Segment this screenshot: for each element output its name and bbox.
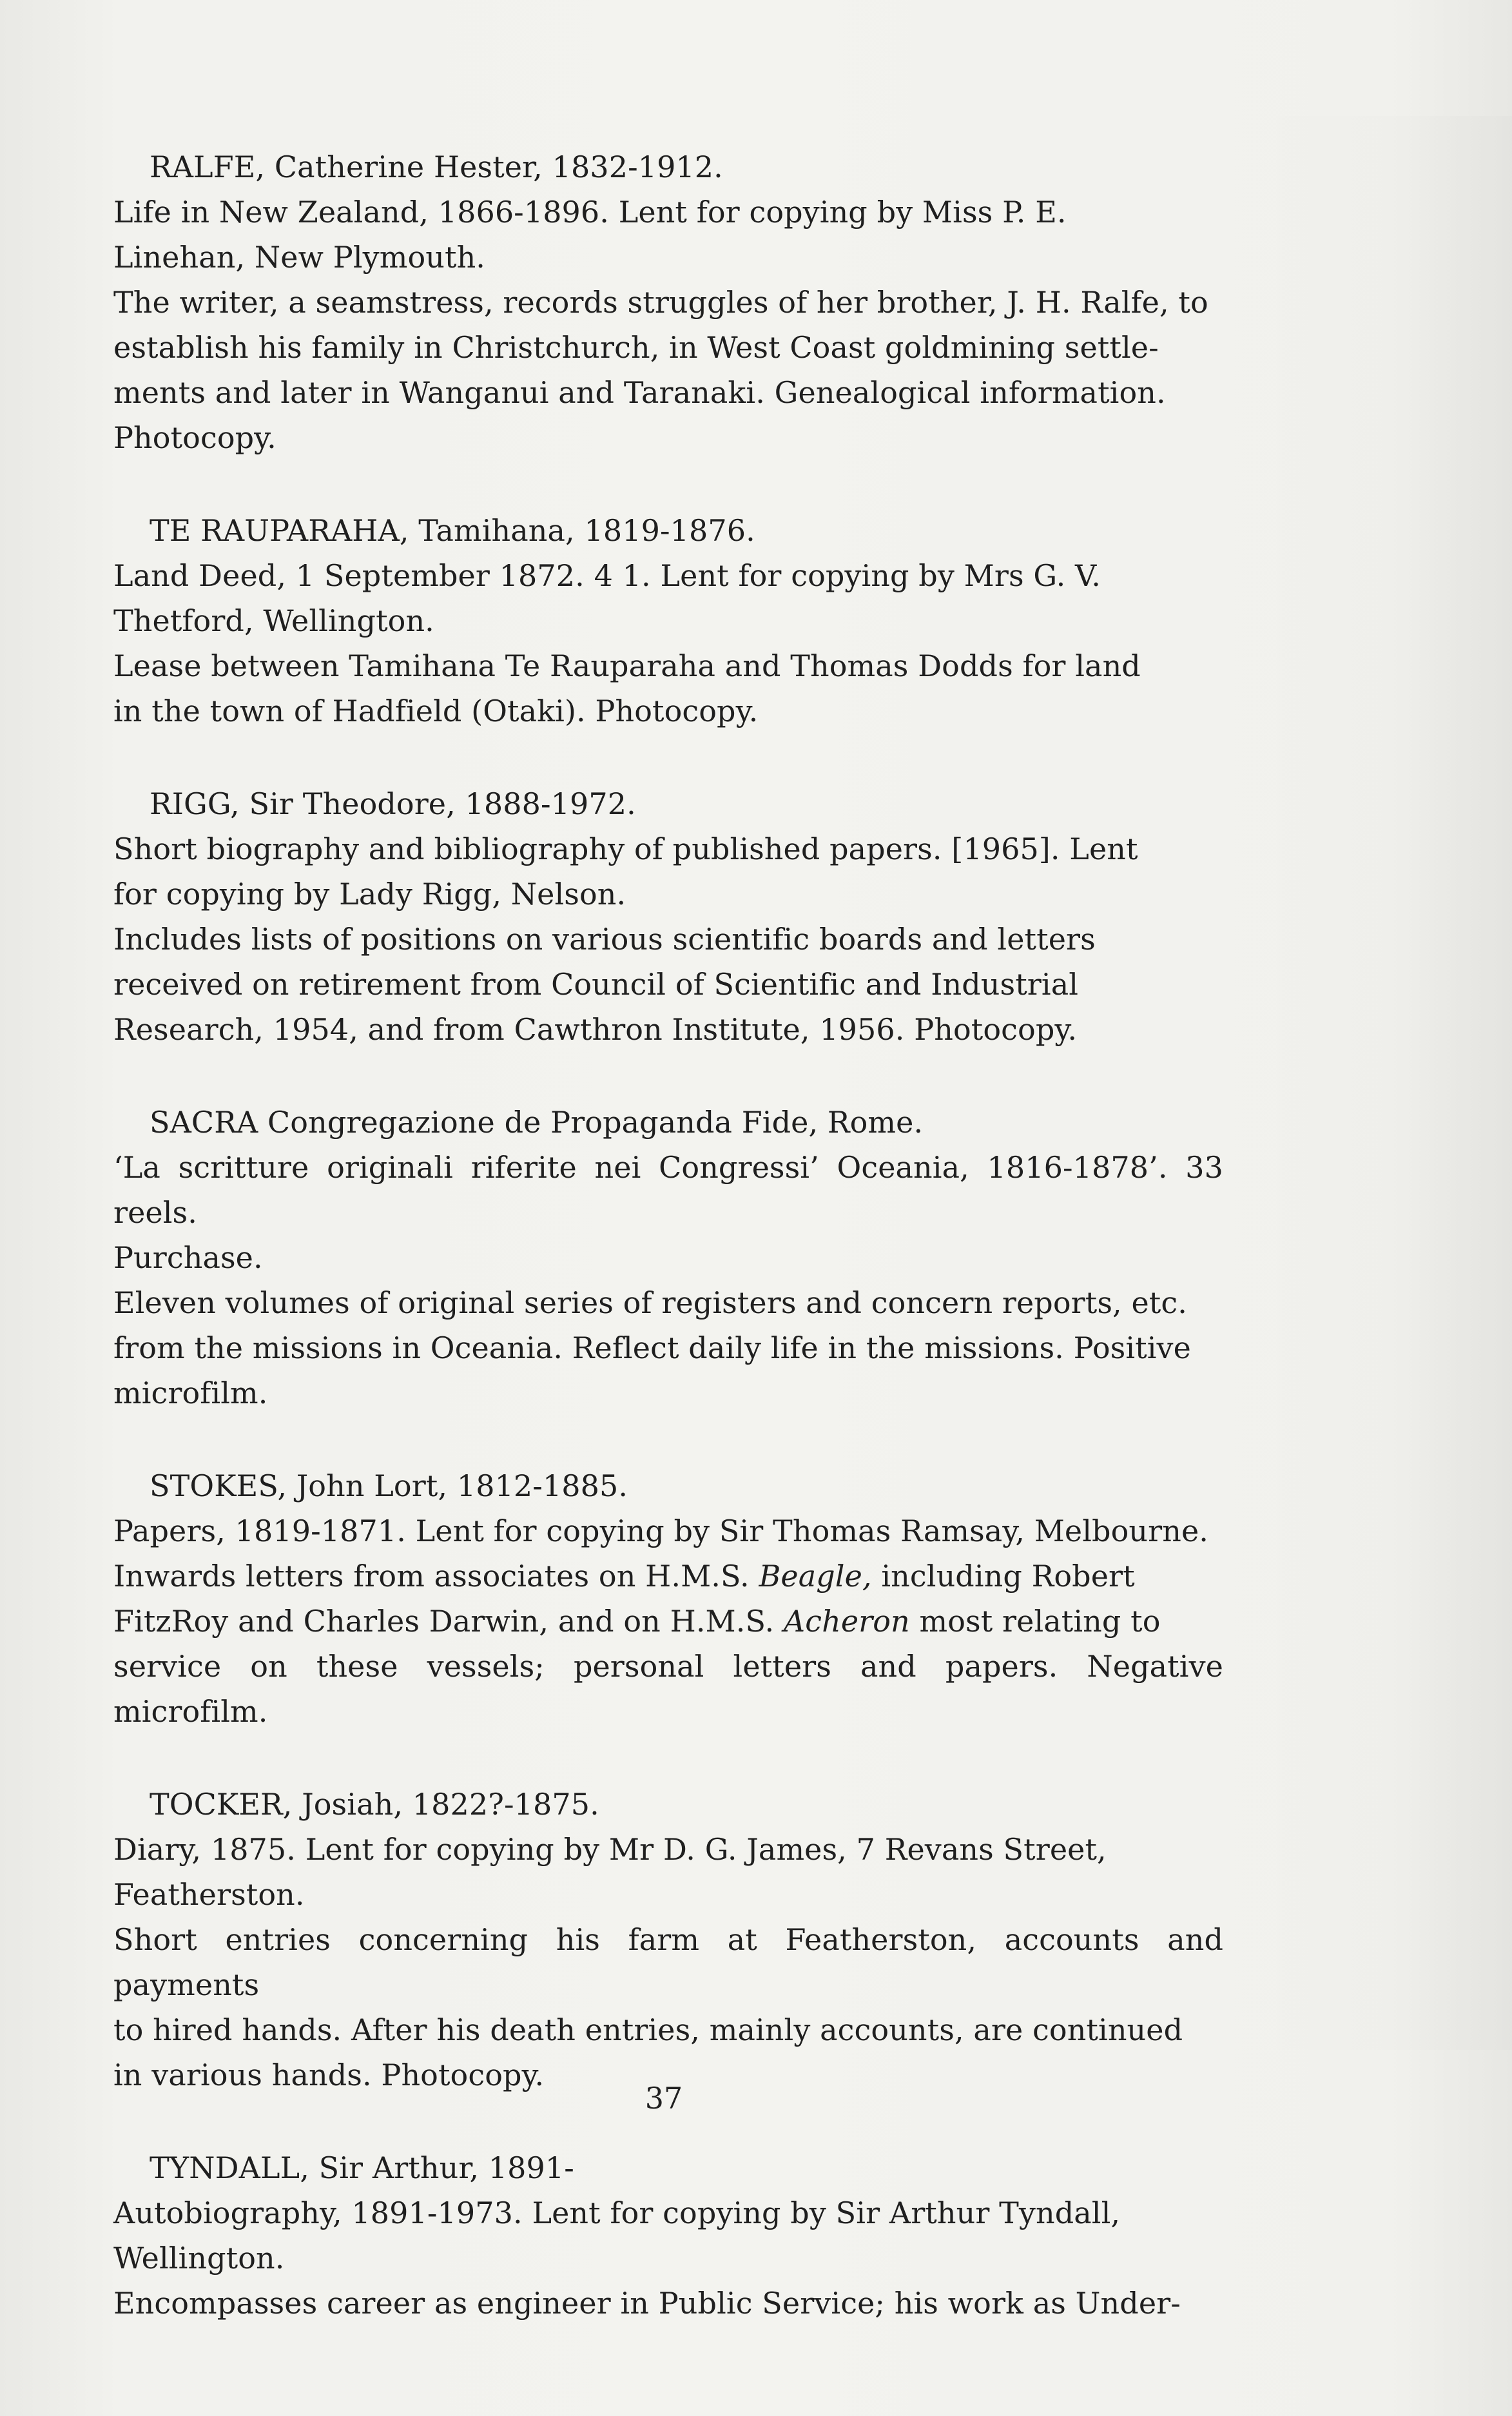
entry-text: Diary, 1875. Lent for copying by Mr D. G. James, 7 Revans Street, bbox=[113, 1832, 1107, 1867]
entry-description bbox=[113, 643, 1223, 734]
entry-text: ments and later in Wanganui and Taranaki. Genealogical information. bbox=[113, 375, 1166, 410]
entry-text-line bbox=[113, 1145, 1223, 1280]
entry-heading: TOCKER, Josiah, 1822?-1875. bbox=[150, 1787, 599, 1822]
entry-text: from the missions in Oceania. Reflect daily life in the missions. Positive bbox=[113, 1330, 1191, 1365]
page-number: 37 bbox=[645, 2081, 683, 2116]
entry-heading: TYNDALL, Sir Arthur, 1891- bbox=[150, 2150, 574, 2185]
entry-text: Short biography and bibliography of published papers. [1965]. Lent bbox=[113, 832, 1138, 866]
entry-text: in the town of Hadfield (Otaki). Photocopy. bbox=[113, 694, 759, 728]
entry-text: establish his family in Christchurch, in West Coast goldmining settle- bbox=[113, 330, 1159, 365]
catalogue-entry-sacra bbox=[113, 1100, 1223, 1416]
catalogue-entry-rigg bbox=[113, 781, 1223, 1052]
entry-text: Life in New Zealand, 1866-1896. Lent for copying by Miss P. E. bbox=[113, 195, 1067, 229]
entry-text: The writer, a seamstress, records struggles of her brother, J. H. Ralfe, to bbox=[113, 285, 1208, 320]
entry-text: Photocopy. bbox=[113, 420, 276, 455]
catalogue-entry-tocker bbox=[113, 1782, 1223, 2098]
entry-text: FitzRoy and Charles Darwin, and on H.M.S. bbox=[113, 1604, 775, 1639]
entry-description bbox=[113, 2281, 1223, 2326]
entry-text-line bbox=[113, 2190, 1223, 2281]
entry-description bbox=[113, 1917, 1223, 2098]
entry-text: including Robert bbox=[881, 1559, 1135, 1593]
entry-text-line bbox=[113, 1508, 1223, 1554]
entry-text: Research, 1954, and from Cawthron Institute, 1956. Photocopy. bbox=[113, 1012, 1078, 1047]
catalogue-entry-stokes bbox=[113, 1463, 1223, 1734]
entry-text: Lease between Tamihana Te Rauparaha and Thomas Dodds for land bbox=[113, 648, 1141, 683]
entry-text: for copying by Lady Rigg, Nelson. bbox=[113, 877, 626, 911]
ship-name-beagle: Beagle, bbox=[759, 1559, 872, 1593]
entry-text: in various hands. Photocopy. bbox=[113, 2058, 545, 2092]
entry-text: most relating to bbox=[919, 1604, 1161, 1639]
entry-heading: SACRA Congregazione de Propaganda Fide, Rome. bbox=[150, 1105, 924, 1140]
entry-heading: RIGG, Sir Theodore, 1888-1972. bbox=[150, 786, 636, 821]
entry-description bbox=[113, 1554, 1223, 1734]
catalogue-column bbox=[113, 144, 1223, 2373]
entry-text: Purchase. bbox=[113, 1240, 263, 1275]
entry-text: Short entries concerning his farm at Featherston, accounts and payments bbox=[113, 1922, 1223, 2002]
entry-description bbox=[113, 1280, 1223, 1416]
entry-heading: TE RAUPARAHA, Tamihana, 1819-1876. bbox=[150, 513, 755, 548]
entry-text: Eleven volumes of original series of registers and concern reports, etc. bbox=[113, 1285, 1187, 1320]
entry-text-line bbox=[113, 553, 1223, 643]
entry-text: Thetford, Wellington. bbox=[113, 603, 434, 638]
ship-name-acheron: Acheron bbox=[783, 1604, 910, 1639]
entry-text: service on these vessels; personal letters and papers. Negative microfilm. bbox=[113, 1649, 1223, 1729]
catalogue-entry-tyndall bbox=[113, 2145, 1223, 2326]
entry-text: Includes lists of positions on various scientific boards and letters bbox=[113, 922, 1096, 957]
show-through-shadow bbox=[1241, 116, 1512, 2050]
entry-text: received on retirement from Council of Scientific and Industrial bbox=[113, 967, 1079, 1002]
entry-text: ‘La scritture originali riferite nei Congressi’ Oceania, 1816-1878’. 33 reels. bbox=[113, 1150, 1223, 1230]
entry-text: microfilm. bbox=[113, 1376, 268, 1410]
catalogue-entry-te-rauparaha bbox=[113, 508, 1223, 734]
entry-text: Papers, 1819-1871. Lent for copying by Sir Thomas Ramsay, Melbourne. bbox=[113, 1514, 1208, 1548]
entry-text: Linehan, New Plymouth. bbox=[113, 240, 486, 275]
entry-heading: STOKES, John Lort, 1812-1885. bbox=[150, 1468, 628, 1503]
entry-text: Encompasses career as engineer in Public Service; his work as Under- bbox=[113, 2286, 1181, 2321]
entry-description bbox=[113, 917, 1223, 1052]
catalogue-entry-ralfe bbox=[113, 144, 1223, 460]
entry-heading: RALFE, Catherine Hester, 1832-1912. bbox=[150, 150, 723, 184]
entry-text: Wellington. bbox=[113, 2241, 285, 2275]
entry-text-line bbox=[113, 1827, 1223, 1917]
entry-text: Autobiography, 1891-1973. Lent for copying by Sir Arthur Tyndall, bbox=[113, 2196, 1121, 2230]
entry-description bbox=[113, 280, 1223, 460]
entry-text: Land Deed, 1 September 1872. 4 1. Lent for copying by Mrs G. V. bbox=[113, 558, 1101, 593]
entry-text: Featherston. bbox=[113, 1877, 305, 1912]
entry-text-line bbox=[113, 190, 1223, 280]
entry-text-line bbox=[113, 826, 1223, 917]
entry-text: to hired hands. After his death entries, mainly accounts, are continued bbox=[113, 2012, 1183, 2047]
entry-text: Inwards letters from associates on H.M.S. bbox=[113, 1559, 750, 1593]
